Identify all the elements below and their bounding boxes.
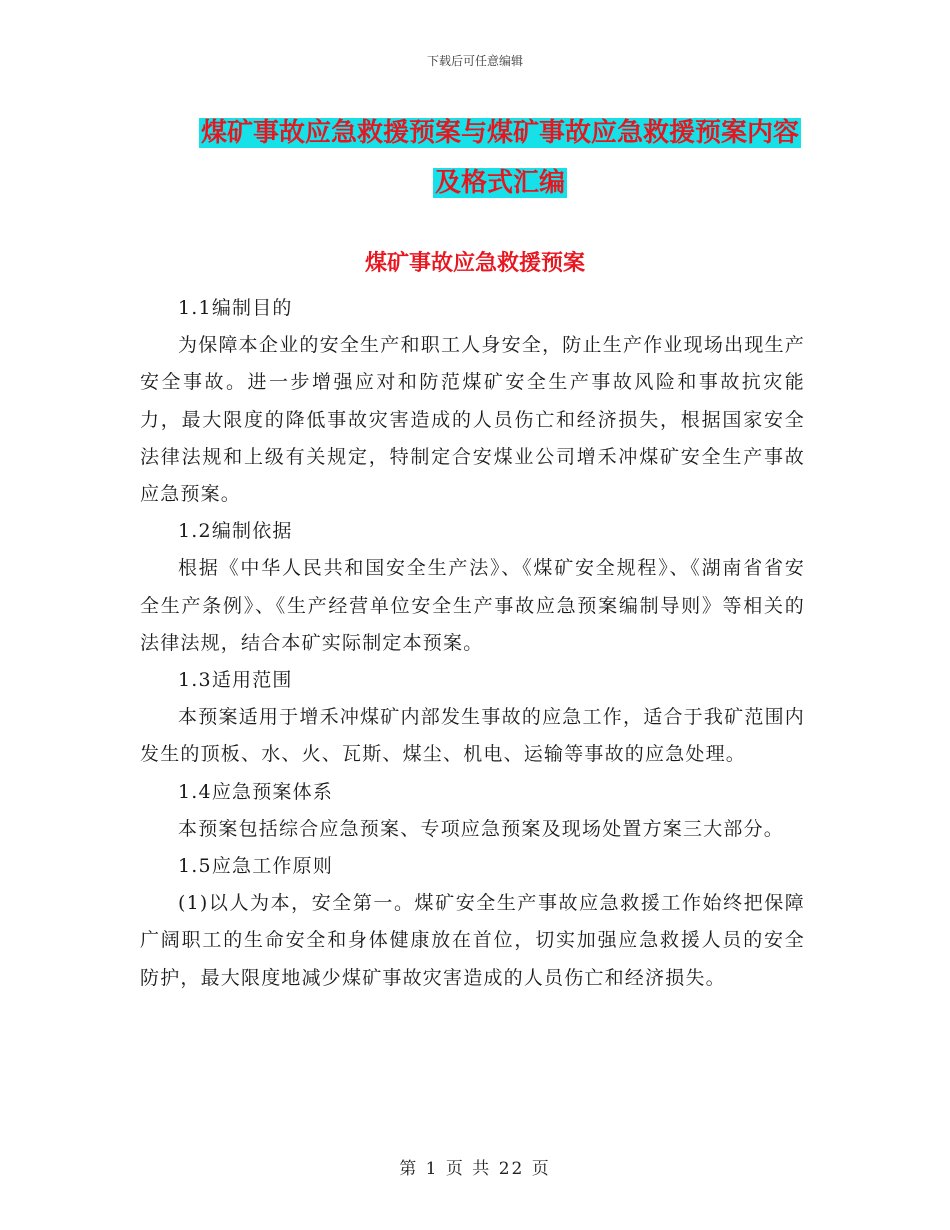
heading-1-2: 1.2编制依据 (178, 520, 293, 543)
document-title (140, 108, 860, 208)
paragraph-system: 本预案包括综合应急预案、专项应急预案及现场处置方案三大部分。 (178, 817, 785, 840)
document-title-line-1: 煤矿事故应急救援预案与煤矿事故应急救援预案内容 (200, 118, 799, 148)
paragraph-principle-1: (1)以人为本，安全第一。煤矿安全生产事故应急救援工作始终把保障广阔职工的生命安全和身体健康放在首位，切实加强应急救援人员的安全防护，最大限度地减少煤矿事故灾害造成的人员伤亡和经济损失。 (140, 892, 805, 989)
document-body (140, 290, 805, 997)
paragraph-scope: 本预案适用于增禾冲煤矿内部发生事故的应急工作，适合于我矿范围内发生的顶板、水、火、瓦斯、煤尘、机电、运输等事故的应急处理。 (140, 706, 805, 766)
heading-1-1: 1.1编制目的 (178, 297, 293, 319)
document-title-line-2: 及格式汇编 (434, 168, 565, 198)
section-title: 煤矿事故应急救援预案 (364, 251, 585, 276)
heading-1-3: 1.3适用范围 (178, 669, 293, 692)
page-number: 第 1 页 共 22 页 (399, 1159, 551, 1179)
heading-1-4: 1.4应急预案体系 (178, 780, 334, 803)
paragraph-purpose: 为保障本企业的安全生产和职工人身安全，防止生产作业现场出现生产安全事故。进一步增强应对和防范煤矿安全生产事故风险和事故抗灾能力，最大限度的降低事故灾害造成的人员伤亡和经济损失，根据国家安全法律法规和上级有关规定，特制定合安煤业公司增禾冲煤矿安全生产事故应急预案。 (140, 334, 805, 506)
page-header-note: 下载后可任意编辑 (426, 54, 523, 68)
heading-1-5: 1.5应急工作原则 (178, 855, 334, 878)
paragraph-basis: 根据《中华人民共和国安全生产法》、《煤矿安全规程》、《湖南省省安全生产条例》、《生产经营单位安全生产事故应急预案编制导则》等相关的法律法规，结合本矿实际制定本预案。 (140, 557, 805, 654)
